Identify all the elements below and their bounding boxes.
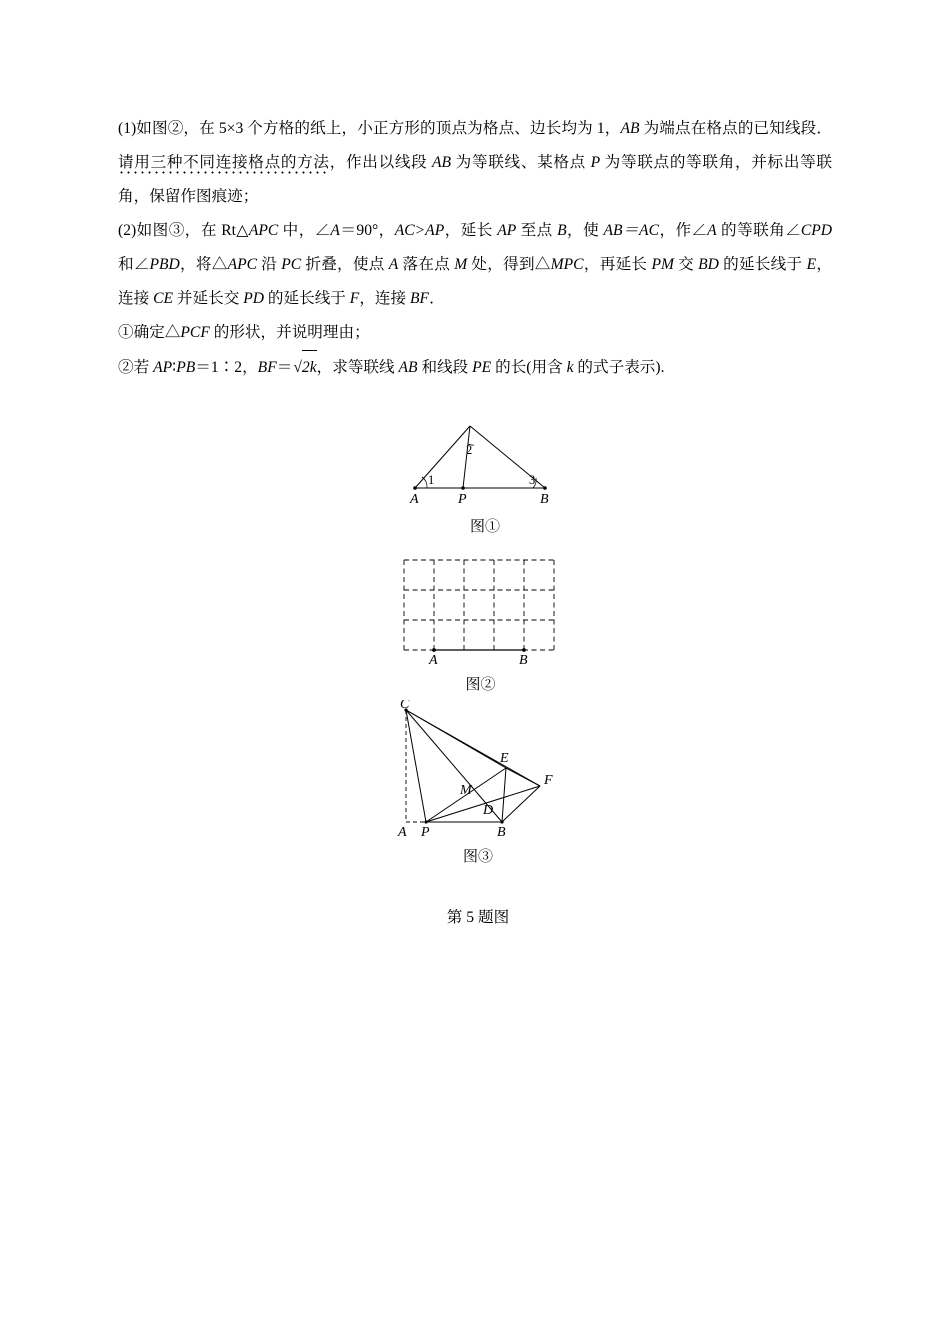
figure-1-drawing [395,418,615,508]
figure-3-point-B-label: B [497,825,506,840]
paragraph-3: ①确定△PCF 的形状，并说明理由； [118,324,370,341]
figure-1-caption: 图① [469,519,500,535]
figure-3-drawing [378,700,628,840]
paragraph-2: (2)如图③，在 Rt△APC 中，∠A＝90°，AC>AP，延长 AP 至点 B，使 AB＝AC，作∠A 的等联角∠CPD 和∠PBD，将△APC 沿 PC 折叠，使点 A 落在点 M 处，得到△MPC，再延长 PM 交 BD 的延长线于 E，连接 CE 并延长交 PD 的延长线于 F，连接 BF． [118,222,832,307]
figure-3-point-C-label: C [400,700,410,712]
figure-1-angle-1-label: 1 [428,473,435,487]
figure-2-drawing [388,552,618,664]
figure-2-caption: 图② [465,677,496,693]
problem-figure-caption: 第 5 题图 [446,909,510,926]
figure-3-caption: 图③ [462,849,493,865]
figure-1-point-P-label: P [458,492,467,507]
paragraph-4: ②若 AP∶PB＝1∶2，BF＝√2k，求等联线 AB 和线段 PE 的长(用含 k 的式子表示). [118,350,832,385]
figure-1-angle-2-label: 2 [466,443,473,457]
figure-3-point-F-label: F [544,773,553,788]
figure-1-point-A-label: A [410,492,419,507]
figure-1-angle-3-label: 3 [529,473,536,487]
figure-3 [378,700,628,866]
figure-3-point-D-label: D [483,803,494,818]
figure-1-point-B-label: B [540,492,549,507]
figure-3-point-A-label: A [398,825,407,840]
figure-2 [388,552,618,694]
figure-3-point-M-label: M [460,783,472,798]
figure-1 [395,418,615,536]
figure-2-point-A-label: A [429,653,438,664]
problem-text-block [118,112,832,385]
figure-3-point-P-label: P [421,825,430,840]
figure-3-point-E-label: E [500,751,509,766]
figure-2-point-B-label: B [519,653,528,664]
paragraph-1: (1)如图②，在 5×3 个方格的纸上，小正方形的顶点为格点、边长均为 1，AB 为端点在格点的已知线段．请用三种不同连接格点的方法，作出以线段 AB 为等联线、某格点 P 为等联点的等联角，并标出等联角，保留作图痕迹； [118,120,832,205]
